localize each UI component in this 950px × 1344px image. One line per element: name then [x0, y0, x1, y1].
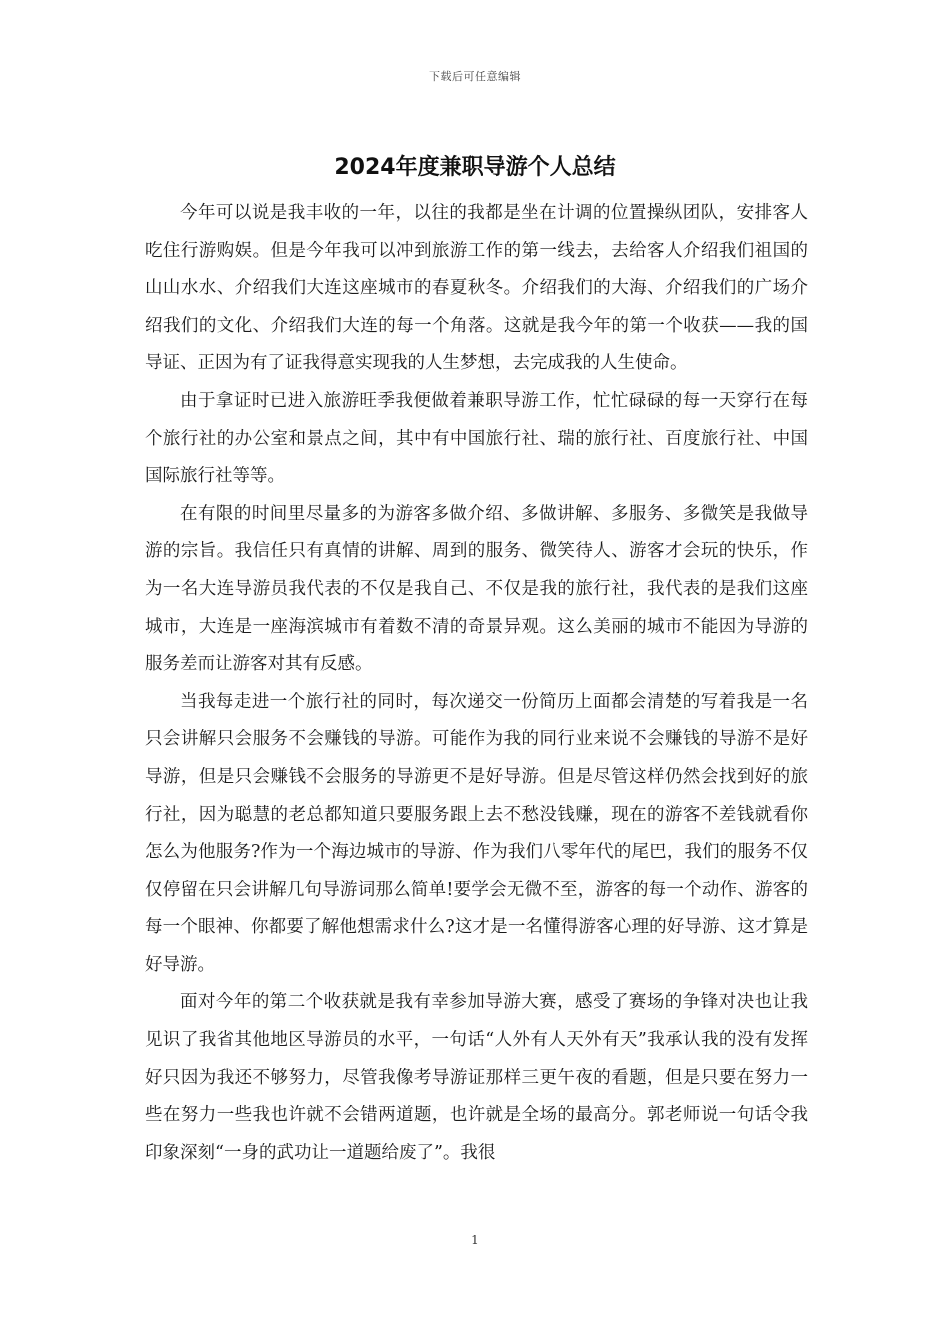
document-body: [145, 195, 808, 1172]
paragraph: 在有限的时间里尽量多的为游客多做介绍、多做讲解、多服务、多微笑是我做导游的宗旨。我信任只有真情的讲解、周到的服务、微笑待人、游客才会玩的快乐，作为一名大连导游员我代表的不仅是我自己、不仅是我的旅行社，我代表的是我们这座城市，大连是一座海滨城市有着数不清的奇景异观。这么美丽的城市不能因为导游的服务差而让游客对其有反感。: [145, 503, 808, 675]
paragraph: 今年可以说是我丰收的一年，以往的我都是坐在计调的位置操纵团队，安排客人吃住行游购娱。但是今年我可以冲到旅游工作的第一线去，去给客人介绍我们祖国的山山水水、介绍我们大连这座城市的春夏秋冬。介绍我们的大海、介绍我们的广场介绍我们的文化、介绍我们大连的每一个角落。这就是我今年的第一个收获——我的国导证、正因为有了证我得意实现我的人生梦想，去完成我的人生使命。: [145, 203, 808, 374]
paragraph: 当我每走进一个旅行社的同时，每次递交一份简历上面都会清楚的写着我是一名只会讲解只会服务不会赚钱的导游。可能作为我的同行业来说不会赚钱的导游不是好导游，但是只会赚钱不会服务的导游更不是好导游。但是尽管这样仍然会找到好的旅行社，因为聪慧的老总都知道只要服务跟上去不愁没钱赚，现在的游客不差钱就看你怎么为他服务?作为一个海边城市的导游、作为我们八零年代的尾巴，我们的服务不仅仅停留在只会讲解几句导游词那么简单!要学会无微不至，游客的每一个动作、游客的每一个眼神、你都要了解他想需求什么?这才是一名懂得游客心理的好导游、这才算是好导游。: [145, 691, 808, 975]
document-title: 2024年度兼职导游个人总结: [334, 155, 616, 180]
paragraph: 由于拿证时已进入旅游旺季我便做着兼职导游工作，忙忙碌碌的每一天穿行在每个旅行社的办公室和景点之间，其中有中国旅行社、瑞的旅行社、百度旅行社、中国国际旅行社等等。: [145, 390, 808, 487]
page-number: 1: [471, 1233, 479, 1247]
paragraph: 面对今年的第二个收获就是我有幸参加导游大赛，感受了赛场的争锋对决也让我见识了我省其他地区导游员的水平，一句话“人外有人天外有天”我承认我的没有发挥好只因为我还不够努力，尽管我像考导游证那样三更午夜的看题，但是只要在努力一些在努力一些我也许就不会错两道题，也许就是全场的最高分。郭老师说一句话令我印象深刻“一身的武功让一道题给废了”。我很: [145, 992, 808, 1163]
header-note: 下载后可任意编辑: [429, 70, 521, 83]
